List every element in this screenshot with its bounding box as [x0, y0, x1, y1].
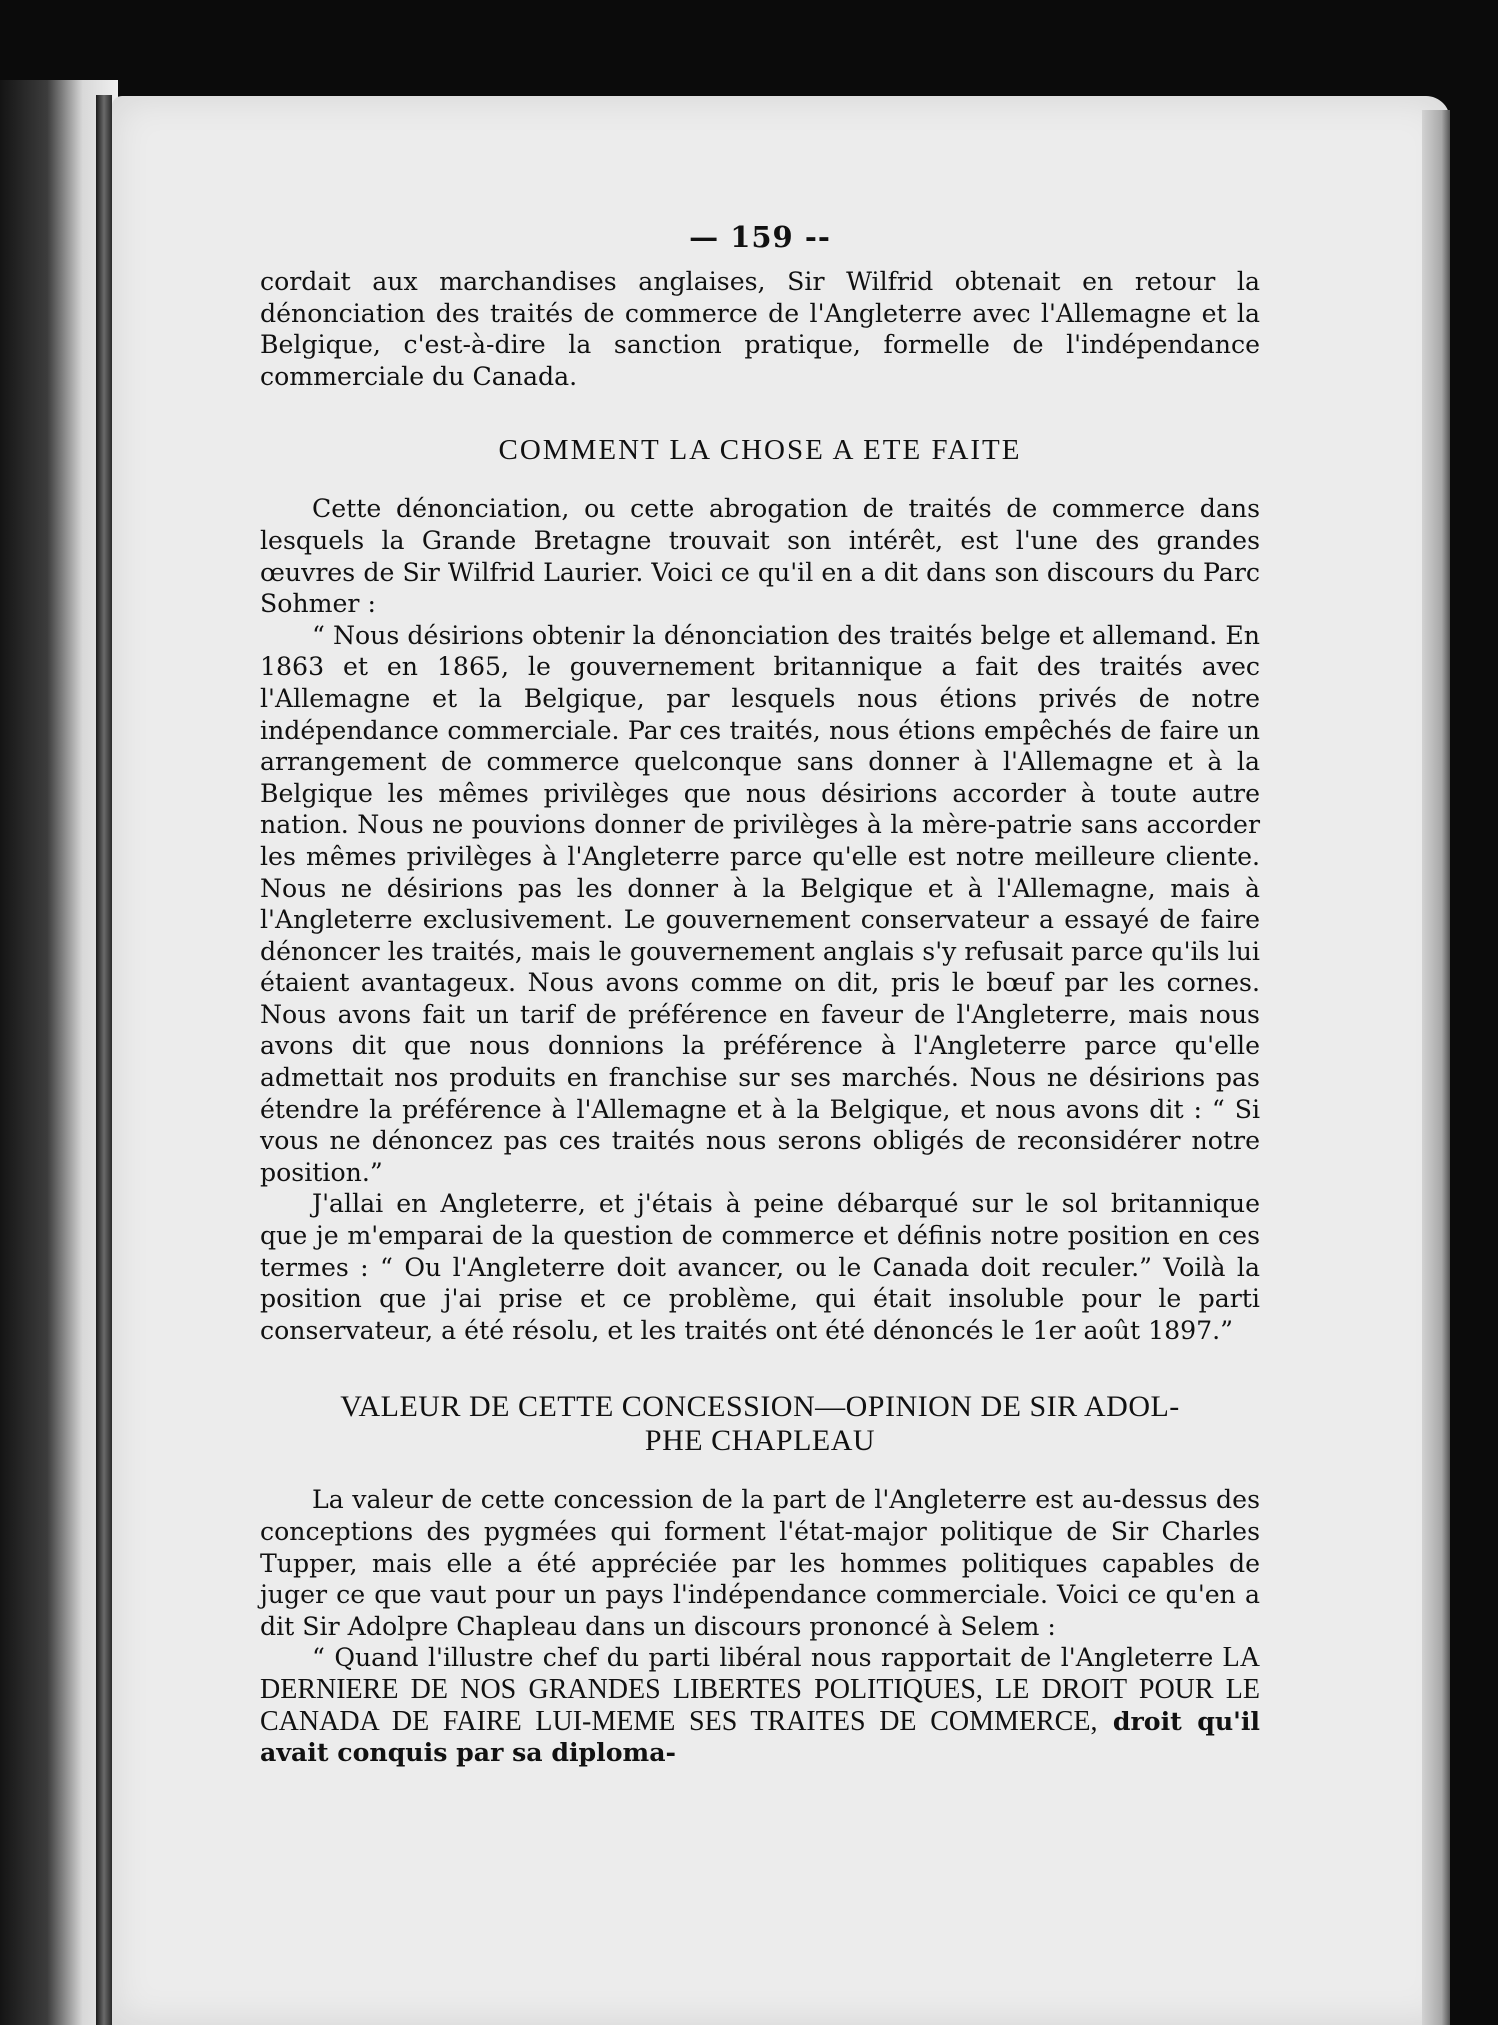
section-heading-comment: COMMENT LA CHOSE A ETE FAITE	[498, 434, 1022, 467]
section-heading-valeur-line-1: VALEUR DE CETTE CONCESSION—OPINION DE SIR ADOL-	[340, 1390, 1180, 1424]
section-heading-valeur-line-2: PHE CHAPLEAU	[644, 1424, 876, 1458]
intro-paragraph: cordait aux marchandises anglaises, Sir Wilfrid obtenait en retour la dénonciation des traités de commerce de l'Angleterre avec l'Allemagne et la Belgique, c'est-à-dire la sanction pratique, formelle de l'indépendance commerciale du Canada.	[260, 267, 1260, 391]
section-2-paragraph: La valeur de cette concession de la part de l'Angleterre est au-dessus des conceptions des pygmées qui forment l'état-major politique de Sir Charles Tupper, mais elle a été appréciée par les hommes politiques capables de juger ce que vaut pour un pays l'indépendance commerciale. Voici ce qu'en a dit Sir Adolpre Chapleau dans un discours prononcé à Selem :	[260, 1485, 1260, 1641]
section-heading-valeur	[260, 1390, 1260, 1458]
quote-chapleau-start: “ Quand l'illustre chef du parti libéral nous rapportait de l'Angleterre	[312, 1643, 1223, 1673]
page-right-edge	[1422, 110, 1450, 2025]
book-spine	[96, 95, 112, 2025]
section-1-paragraph: Cette dénonciation, ou cette abrogation de traités de commerce dans lesquels la Grande Bretagne trouvait son intérêt, est l'une des grandes œuvres de Sir Wilfrid Laurier. Voici ce qu'il en a dit dans son discours du Parc Sohmer :	[260, 494, 1260, 619]
quote-laurier-continued: J'allai en Angleterre, et j'étais à peine débarqué sur le sol britannique que je m'emparai de la question de commerce et définis notre position en ces termes : “ Ou l'Angleterre doit avancer, ou le Canada doit reculer.” Voilà la position que j'ai prise et ce problème, qui était insoluble pour le parti conservateur, a été résolu, et les traités ont été dénoncés le 1er août 1897.”	[260, 1189, 1260, 1345]
quote-chapleau-end: droit qu'il avait conquis par sa diploma-	[260, 1705, 1260, 1768]
quote-chapleau	[260, 1642, 1260, 1768]
quote-chapleau-caps: LA DERNIERE DE NOS GRANDES LIBERTES POLITIQUES, LE DROIT POUR LE CANADA DE FAIRE LUI-MEME SES TRAITES DE COMMERCE,	[260, 1642, 1260, 1737]
quote-laurier: “ Nous désirions obtenir la dénonciation des traités belge et allemand. En 1863 et en 1865, le gouvernement britannique a fait des traités avec l'Allemagne et la Belgique, par lesquels nous étions privés de notre indépendance commerciale. Par ces traités, nous étions empêchés de faire un arrangement de commerce quelconque sans donner à l'Allemagne et à la Belgique les mêmes privilèges que nous désirions accorder à toute autre nation. Nous ne pouvions donner de privilèges à la mère-patrie sans accorder les mêmes privilèges à l'Angleterre parce qu'elle est notre meilleure cliente. Nous ne désirions pas les donner à la Belgique et à l'Allemagne, mais à l'Angleterre exclusivement. Le gouvernement conservateur a essayé de faire dénoncer les traités, mais le gouvernement anglais s'y refusait parce qu'ils lui étaient avantageux. Nous avons comme on dit, pris le bœuf par les cornes. Nous avons fait un tarif de préférence en faveur de l'Angleterre, mais nous avons dit que nous donnions la préférence à l'Angleterre parce qu'elle admettait nos produits en franchise sur ses marchés. Nous ne désirions pas étendre la préférence à l'Allemagne et à la Belgique, et nous avons dit : “ Si vous ne dénoncez pas ces traités nous serons obligés de reconsidérer notre position.”	[260, 620, 1260, 1187]
page-content	[260, 220, 1260, 1769]
page-number: — 159 --	[689, 220, 831, 254]
